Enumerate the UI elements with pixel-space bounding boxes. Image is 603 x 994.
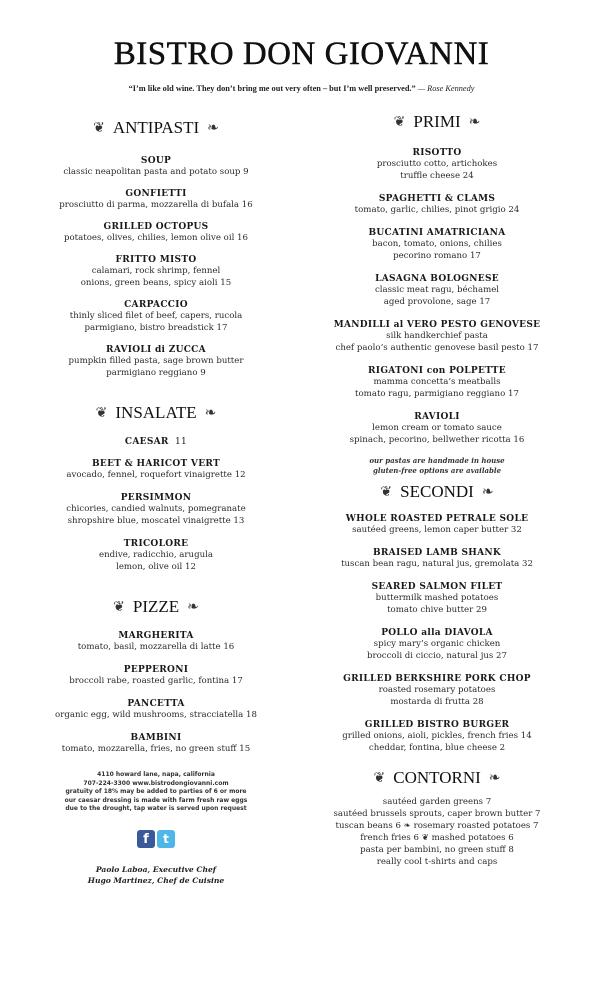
item-name: BRAISED LAMB SHANK [372,548,502,558]
item-description: cheddar, fontina, blue cheese 2 [368,743,506,753]
pasta-note [322,456,552,476]
item-description: tomato ragu, parmigiano reggiano 17 [355,389,519,399]
fleuron-left-icon: ❦ [373,770,386,786]
item-description: grilled onions, aioli, pickles, french fries 14 [342,731,532,741]
menu-item [44,539,268,573]
item-name: WHOLE ROASTED PETRALE SOLE [345,514,529,524]
menu-item [44,156,268,178]
contorni-list [322,796,552,868]
item-description: prosciutto cotto, artichokes [376,159,498,169]
fleuron-left-icon: ❦ [113,599,125,615]
section-heading [44,403,268,423]
item-name: RAVIOLI di ZUCCA [106,345,206,355]
contorni-item: french fries 6 ❦ mashed potatoes 6 [360,833,514,843]
footer-info [44,771,268,886]
primi-section [322,112,552,446]
insalate-section [44,403,268,573]
fleuron-left-icon: ❦ [393,114,406,130]
item-description: aged provolone, sage 17 [383,297,491,307]
section-title: PIZZE [132,597,180,616]
item-description: prosciutto di parma, mozzarella di bufala 16 [59,200,253,210]
item-description: lemon, olive oil 12 [116,562,196,572]
section-title: INSALATE [115,403,197,422]
item-name: PANCETTA [127,699,185,709]
fleuron-right-icon: ❧ [187,599,199,615]
menu-item [322,148,552,182]
item-name [44,437,268,447]
item-description: broccoli di ciccio, natural jus 27 [366,651,507,661]
item-name: GRILLED BISTRO BURGER [364,720,510,730]
contorni-section [322,768,552,868]
item-description: lemon cream or tomato sauce [372,423,502,433]
pasta-note-line: gluten-free options are available [372,466,502,475]
menu-item [322,320,552,354]
item-name: MANDILLI al VERO PESTO GENOVESE [333,320,541,330]
menu-item [322,412,552,446]
contorni-item: tuscan beans 6 ❧ rosemary roasted potatoes 7 [335,821,539,831]
social-icons [44,830,268,848]
item-description: tomato, garlic, chilies, pinot grigio 24 [354,205,520,215]
item-name: GRILLED BERKSHIRE PORK CHOP [343,674,531,684]
item-description: chicories, candied walnuts, pomegranate [66,504,246,514]
item-description: spinach, pecorino, bellwether ricotta 16 [349,435,525,445]
menu-item [322,228,552,262]
item-name: GONFIETTI [125,189,187,199]
fleuron-right-icon: ❧ [481,484,494,500]
menu-item [44,222,268,244]
item-description: avocado, fennel, roquefort vinaigrette 12 [66,470,246,480]
item-name: RAVIOLI [414,412,460,422]
menu-item [322,674,552,708]
item-description: pecorino romano 17 [393,251,481,261]
antipasti-section [44,118,268,379]
item-price: 11 [168,437,188,447]
item-description: organic egg, wild mushrooms, stracciatella 18 [55,710,257,720]
section-title: ANTIPASTI [112,118,200,137]
fleuron-right-icon: ❧ [468,114,481,130]
left-column [44,118,268,886]
menu-item [44,345,268,379]
menu-item [44,493,268,527]
quote [0,84,603,93]
facebook-icon[interactable]: f [137,830,155,848]
section-heading [44,597,268,617]
menu-item [322,582,552,616]
item-description: bacon, tomato, onions, chilies [372,239,502,249]
item-description: tomato chive butter 29 [387,605,487,615]
item-name: RIGATONI con POLPETTE [368,366,506,376]
item-name: SOUP [140,156,172,166]
pizze-section [44,597,268,755]
section-heading [322,112,552,132]
section-title: CONTORNI [393,768,481,787]
menu-item [322,628,552,662]
menu-item [322,720,552,754]
section-heading [322,482,552,502]
item-description: roasted rosemary potatoes [378,685,496,695]
menu-item [322,194,552,216]
footer-line: due to the drought, tap water is served upon request [65,805,247,812]
item-name-text: CAESAR [124,437,169,447]
chef-executive: Paolo Laboa, Executive Chef [95,864,217,874]
item-description: parmigiano reggiano 9 [106,368,206,378]
item-description: onions, green beans, spicy aioli 15 [80,278,232,288]
section-title: SECONDI [400,482,474,501]
item-description: thinly sliced filet of beef, capers, rucola [69,311,243,321]
item-description: calamari, rock shrimp, fennel [91,266,221,276]
section-title: PRIMI [413,112,461,131]
twitter-icon[interactable]: t [157,830,175,848]
fleuron-right-icon: ❧ [488,770,501,786]
item-name: SPAGHETTI & CLAMS [378,194,496,204]
right-column [322,112,552,868]
footer-line: our caesar dressing is made with farm fresh raw eggs [64,796,248,804]
contorni-item: sautéed brussels sprouts, caper brown butter 7 [333,809,541,819]
chef-credits [44,864,268,886]
menu-item [44,189,268,211]
item-description: sautéed greens, lemon caper butter 32 [352,525,522,535]
menu-item [322,548,552,570]
item-description: chef paolo’s authentic genovese basil pesto 17 [335,343,539,353]
contorni-item: pasta per bambini, no green stuff 8 [360,845,514,855]
item-name: LASAGNA BOLOGNESE [375,274,499,284]
fleuron-left-icon: ❦ [380,484,393,500]
pasta-note-line: our pastas are handmade in house [369,456,505,465]
fleuron-left-icon: ❦ [95,405,108,421]
item-description: tuscan bean ragu, natural jus, gremolata 32 [341,559,533,569]
menu-item [44,665,268,687]
menu-item [322,514,552,536]
item-description: mostarda di frutta 28 [390,697,484,707]
item-name: RISOTTO [412,148,462,158]
footer-line: 707-224-3300 www.bistrodongiovanni.com [83,779,229,787]
item-description: parmigiano, bistro breadstick 17 [84,323,228,333]
item-description: potatoes, olives, chilies, lemon olive oil 16 [64,233,248,243]
item-description: pumpkin filled pasta, sage brown butter [68,356,244,366]
footer-lines [44,771,268,814]
menu-item [44,255,268,289]
item-name: PERSIMMON [120,493,192,503]
item-description: tomato, basil, mozzarella di latte 16 [77,642,235,652]
footer-line: 4110 howard lane, napa, california [97,771,215,778]
menu-item [322,274,552,308]
item-name: CARPACCIO [124,300,188,310]
item-description: spicy mary’s organic chicken [373,639,501,649]
item-name: BEET & HARICOT VERT [92,459,220,469]
menu-item [44,733,268,755]
item-description: mamma concetta’s meatballs [373,377,501,387]
item-name: BUCATINI AMATRICIANA [368,228,506,238]
item-description: truffle cheese 24 [400,171,474,181]
item-name: BAMBINI [130,733,182,743]
item-name: PEPPERONI [123,665,189,675]
menu-item [44,459,268,481]
item-name: FRITTO MISTO [115,255,197,265]
item-description: classic meat ragu, béchamel [374,285,500,295]
item-description: silk handkerchief pasta [386,331,488,341]
fleuron-left-icon: ❦ [93,120,105,136]
item-description: shropshire blue, moscatel vinaigrette 13 [67,516,245,526]
footer-line: gratuity of 18% may be added to parties of 6 or more [65,788,247,795]
menu-item [44,699,268,721]
item-name: POLLO alla DIAVOLA [381,628,493,638]
menu-item [322,366,552,400]
quote-attribution: — Rose Kennedy [417,84,475,93]
secondi-section [322,482,552,754]
item-name: TRICOLORE [123,539,189,549]
menu-item [44,631,268,653]
menu-item [44,300,268,334]
fleuron-right-icon: ❧ [207,120,219,136]
contorni-item: really cool t-shirts and caps [376,857,498,867]
item-description: tomato, mozzarella, fries, no green stuff 15 [61,744,251,754]
item-name: GRILLED OCTOPUS [103,222,209,232]
item-description: classic neapolitan pasta and potato soup 9 [63,167,249,177]
section-heading [44,118,268,138]
chef-de-cuisine: Hugo Martinez, Chef de Cuisine [87,875,225,885]
quote-text: “I’m like old wine. They don’t bring me out very often – but I’m well preserved.” [128,84,416,93]
menu-item [44,437,268,447]
section-heading [322,768,552,788]
item-description: broccoli rabe, roasted garlic, fontina 17 [69,676,243,686]
item-name: MARGHERITA [118,631,194,641]
item-description: endive, radicchio, arugula [99,550,213,560]
restaurant-title: BISTRO DON GIOVANNI [113,36,490,72]
fleuron-right-icon: ❧ [204,405,217,421]
contorni-item: sautéed garden greens 7 [382,797,492,807]
item-name: SEARED SALMON FILET [371,582,503,592]
item-description: buttermilk mashed potatoes [375,593,499,603]
